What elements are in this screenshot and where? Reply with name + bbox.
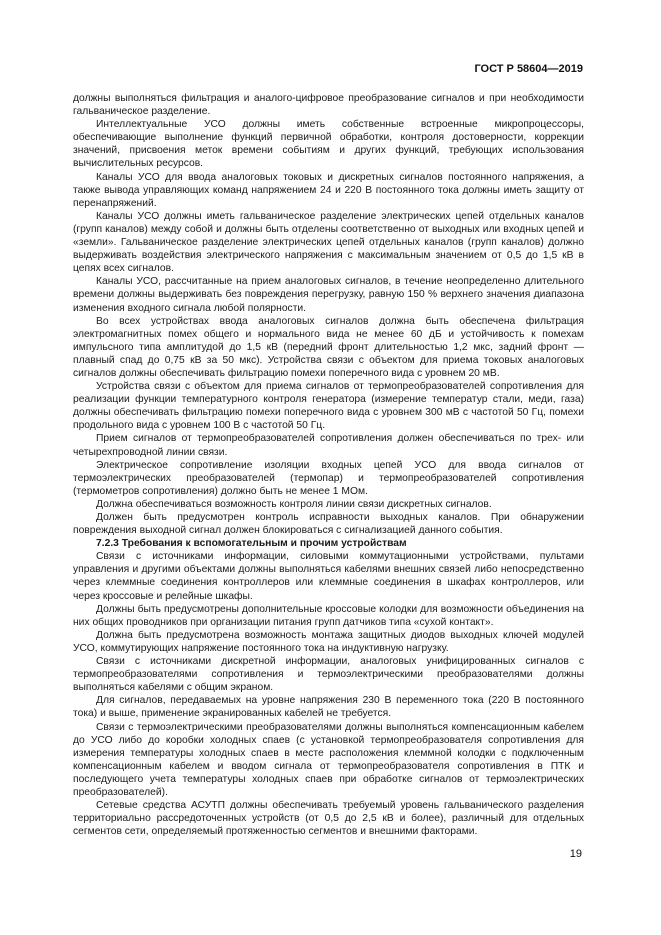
paragraph: Сетевые средства АСУТП должны обеспечивать требуемый уровень гальванического разделения территориально рассредоточенных устройств (от 0,5 до 2,5 кВ и более), различный для отдельных сегментов сети, определяемый протяженностью сегментов и внешними факторами. — [73, 800, 584, 838]
paragraph: Для сигналов, передаваемых на уровне напряжения 230 В переменного тока (220 В постоянного тока) и выше, применение экранированных кабелей не требуется. — [73, 695, 584, 720]
paragraph: Каналы УСО, рассчитанные на прием аналоговых сигналов, в течение неопределенно длительного времени должны выдерживать без повреждения перегрузку, равную 150 % верхнего значения диапазона изменения входного сигнала любой полярности. — [73, 276, 584, 314]
paragraph: Связи с источниками информации, силовыми коммутационными устройствами, пультами управления и другими объектами должны выполняться кабелями внешних связей либо непосредственно через клеммные соединения контроллеров или клеммные соединения в шкафах контроллеров, или через кроссовые и релейные шкафы. — [73, 551, 584, 602]
paragraph: Устройства связи с объектом для приема сигналов от термопреобразователей сопротивления для реализации функции температурного контроля генератора (измерение температур стали, меди, газа) должны обеспечивать фильтрацию помехи поперечного вида с уровнем 300 мВ с частотой 50 Гц, помехи продольного вида с уровнем 100 В с частотой 50 Гц. — [73, 381, 584, 432]
paragraph: Должны быть предусмотрены дополнительные кроссовые колодки для возможности объединения на них общих проводников при организации питания групп датчиков типа «сухой контакт». — [73, 603, 584, 628]
paragraph: Связи с источниками дискретной информации, аналоговых унифицированных сигналов с термопреобразователями сопротивления и термоэлектрическими преобразователями должны выполняться кабелями с общим экраном. — [73, 656, 584, 694]
paragraph: Электрическое сопротивление изоляции входных цепей УСО для ввода сигналов от термоэлектрических преобразователей (термопар) и термопреобразователей сопротивления (термометров сопротивления) должно быть не менее 1 МОм. — [73, 459, 584, 497]
paragraph: Интеллектуальные УСО должны иметь собственные встроенные микропроцессоры, обеспечивающие выполнение функций первичной обработки, контроля достоверности, коррекции значений, присвоения меток времени событиям и других функций, требующих использования вычислительных ресурсов. — [73, 119, 584, 170]
page-number: 19 — [569, 848, 582, 860]
paragraph: должны выполняться фильтрация и аналого-цифровое преобразование сигналов и при необходимости гальваническое разделение. — [73, 93, 584, 118]
paragraph: Прием сигналов от термопреобразователей сопротивления должен обеспечиваться по трех- или четырехпроводной линии связи. — [73, 433, 584, 458]
paragraph: Должен быть предусмотрен контроль исправности выходных каналов. При обнаружении повреждения выходной сигнал должен блокироваться с сигнализацией данного события. — [73, 512, 584, 537]
paragraph: Каналы УСО для ввода аналоговых токовых и дискретных сигналов постоянного напряжения, а также вывода управляющих команд напряжением 24 и 220 В постоянного тока должны иметь защиту от перенапряжений. — [73, 171, 584, 209]
paragraph: Во всех устройствах ввода аналоговых сигналов должна быть обеспечена фильтрация электромагнитных помех общего и нормального вида не менее 60 дБ и устойчивость к помехам импульсного типа амплитудой до 1,5 кВ (передний фронт длительностью 1,2 мкс, задний фронт — плавный спад до 0,75 кВ за 50 мкс). Устройства связи с объектом для приема токовых аналоговых сигналов должны обеспечивать фильтрацию помехи поперечного вида с уровнем 20 мВ. — [73, 315, 584, 379]
section-heading: 7.2.3 Требования к вспомогательным и прочим устройствам — [96, 538, 407, 550]
document-code-header: ГОСТ Р 58604—2019 — [474, 63, 583, 75]
document-body — [73, 92, 584, 838]
paragraph: Каналы УСО должны иметь гальваническое разделение электрических цепей отдельных каналов (групп каналов) между собой и должны быть отделены соответственно от выходных или входных цепей и «земли». Гальваническое разделение электрических цепей отдельных каналов (групп каналов) должно выдерживать воздействия электрического напряжения с максимальным значением от 0,5 до 1,5 кВ в цепях всех сигналов. — [73, 210, 584, 275]
paragraph: Должна обеспечиваться возможность контроля линии связи дискретных сигналов. — [96, 498, 492, 510]
paragraph: Связи с термоэлектрическими преобразователями должны выполняться компенсационным кабелем до УСО либо до коробки холодных спаев (с установкой термопреобразователя сопротивления для измерения температуры холодных спаев в месте расположения клеммной колодки с подключенным компенсационным кабелем и вводом сигнала от термопреобразователя сопротивления в ПТК и последующего учета температуры холодных спаев при обработке сигналов от термоэлектрических преобразователей). — [73, 721, 584, 798]
paragraph: Должна быть предусмотрена возможность монтажа защитных диодов выходных ключей модулей УСО, коммутирующих напряжение постоянного тока на индуктивную нагрузку. — [73, 629, 584, 654]
